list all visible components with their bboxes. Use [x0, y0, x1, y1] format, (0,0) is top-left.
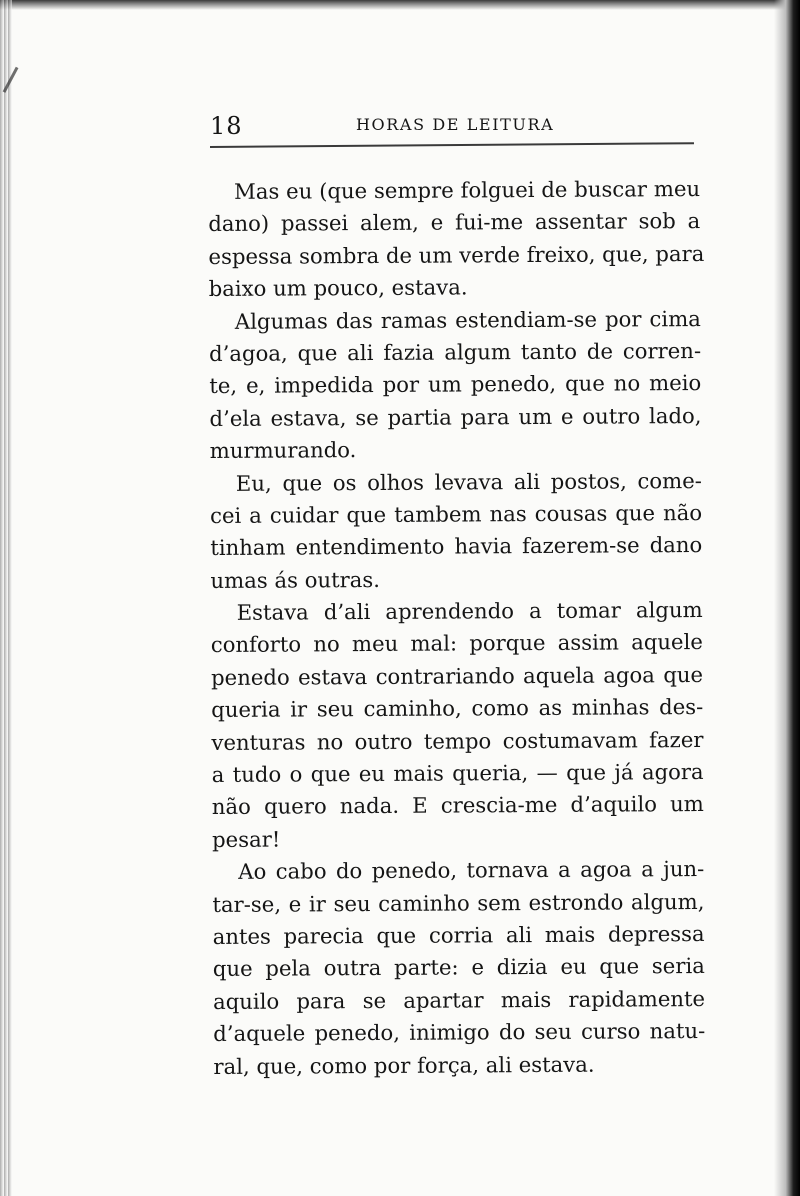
- scan-left-edge: [0, 0, 12, 1196]
- text-line: tinham entendimento havia fazerem-se dano: [210, 532, 703, 561]
- text-line: antes parecia que corria ali mais depressa: [212, 920, 705, 949]
- scan-right-edge: [774, 0, 800, 1196]
- text-line: cei a cuidar que tambem nas cousas que não: [209, 499, 703, 528]
- text-line: te, e, impedida por um penedo, que no meio: [209, 370, 702, 399]
- page-number: 18: [210, 112, 243, 140]
- text-line: que pela outra parte: e dizia eu que seria: [212, 953, 705, 982]
- text-line: d’ela estava, se partia para um e outro lado,: [209, 402, 702, 431]
- running-head: HORAS DE LEITURA: [356, 115, 555, 134]
- text-line: pesar!: [211, 826, 281, 852]
- page-header: [210, 112, 700, 142]
- text-line: Estava d’ali aprendendo a tomar algum: [236, 597, 703, 625]
- text-line: venturas no outro tempo costumavam fazer: [211, 726, 704, 755]
- text-line: baixo um pouco, estava.: [208, 274, 468, 302]
- text-line: Eu, que os olhos levava ali postos, come-: [235, 467, 702, 496]
- text-line: penedo estava contrariando aquela agoa que: [210, 661, 704, 690]
- text-line: Ao cabo do penedo, tornava a agoa a jun-: [238, 856, 705, 885]
- text-line: umas ás outras.: [210, 566, 381, 593]
- text-line: não quero nada. E crescia-me d’aquilo um: [211, 791, 704, 820]
- text-line: dano) passei alem, e fui-me assentar sob a: [208, 208, 701, 237]
- text-line: queria ir seu caminho, como as minhas des-: [211, 694, 704, 723]
- text-line: espessa sombra de um verde freixo, que, para: [208, 240, 705, 269]
- text-line: Algumas das ramas estendiam-se por cima: [234, 305, 701, 334]
- body-text: [208, 173, 706, 1083]
- text-line: d’agoa, que ali fazia algum tanto de corren-: [209, 337, 702, 366]
- header-rule: [210, 142, 694, 148]
- text-line: Mas eu (que sempre folguei de buscar meu: [234, 175, 701, 204]
- text-line: conforto no meu mal: porque assim aquele: [210, 629, 703, 658]
- text-line: a tudo o que eu mais queria, — que já agora: [211, 759, 704, 788]
- text-line: d’aquele penedo, inimigo do seu curso natu-: [213, 1018, 706, 1047]
- scan-top-edge: [0, 0, 800, 10]
- text-line: ral, que, como por força, ali estava.: [213, 1051, 595, 1079]
- text-line: aquilo para se apartar mais rapidamente: [212, 985, 706, 1014]
- text-line: tar-se, e ir seu caminho sem estrondo algum,: [212, 888, 705, 917]
- text-line: murmurando.: [209, 437, 357, 464]
